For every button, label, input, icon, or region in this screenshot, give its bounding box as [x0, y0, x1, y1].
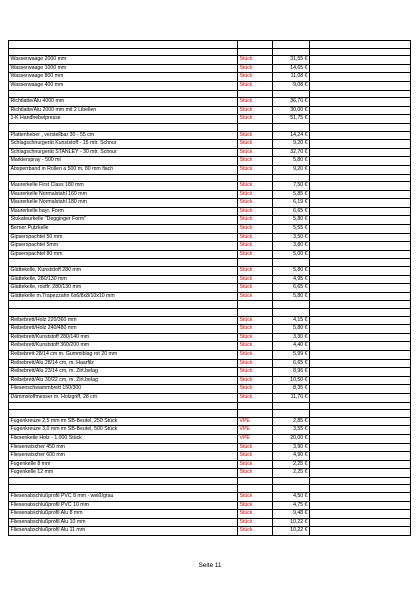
price-cell: 31,55 € — [273, 56, 310, 65]
unit-cell: Stück — [238, 140, 273, 149]
empty-cell — [310, 469, 411, 478]
item-name-cell — [9, 123, 238, 131]
unit-cell: Stück — [238, 199, 273, 208]
unit-cell: Stück — [238, 333, 273, 342]
price-cell: 30,00 € — [273, 106, 310, 115]
price-cell: 9,48 € — [273, 510, 310, 519]
item-name-cell: Fugenkreuze 3,0 mm im SB-Beutel, 500 Stück — [9, 426, 238, 435]
empty-cell — [310, 434, 411, 443]
unit-cell — [238, 41, 273, 49]
price-cell — [273, 41, 310, 49]
price-cell: 11,08 € — [273, 73, 310, 82]
item-name-cell — [9, 309, 238, 317]
unit-cell: Stück — [238, 106, 273, 115]
unit-cell: Stück — [238, 207, 273, 216]
price-cell: 14,24 € — [273, 131, 310, 140]
item-name-cell: Glättekelle m.Trapezzahn 6x6/8x8/10x10 mm — [9, 292, 238, 301]
unit-cell: Stück — [238, 81, 273, 90]
empty-cell — [310, 385, 411, 394]
price-cell: 5,80 € — [273, 157, 310, 166]
price-cell: 7,50 € — [273, 182, 310, 191]
table-row — [9, 434, 411, 443]
item-name-cell: Gipserspachtel 50 mm — [9, 233, 238, 242]
price-cell — [273, 123, 310, 131]
unit-cell: Stück — [238, 98, 273, 107]
empty-cell — [310, 259, 411, 267]
unit-cell: Stück — [238, 501, 273, 510]
empty-cell — [310, 64, 411, 73]
unit-cell: Stück — [238, 359, 273, 368]
unit-cell: Stück — [238, 350, 273, 359]
item-name-cell: Stukateurkelle "Degginger Form" — [9, 216, 238, 225]
table-row — [9, 259, 411, 267]
item-name-cell: Fliesenwischer 450 mm — [9, 443, 238, 452]
table-row — [9, 485, 411, 493]
item-name-cell — [9, 410, 238, 418]
page-number: Seite 11 — [198, 562, 222, 569]
empty-cell — [310, 359, 411, 368]
item-name-cell: Fliesenschwammbrett 150/300 — [9, 385, 238, 394]
table-row — [9, 165, 411, 174]
price-cell — [273, 90, 310, 98]
price-cell: 5,99 € — [273, 350, 310, 359]
price-cell: 14,65 € — [273, 64, 310, 73]
item-name-cell: Fliesenabschlußprofil Alu 10 mm — [9, 518, 238, 527]
table-row — [9, 131, 411, 140]
unit-cell: Stück — [238, 385, 273, 394]
price-cell: 5,85 € — [273, 190, 310, 199]
unit-cell — [238, 174, 273, 182]
item-name-cell: Fliesenabschlußprofil PVC 10 mm — [9, 501, 238, 510]
unit-cell — [238, 301, 273, 309]
empty-cell — [310, 131, 411, 140]
table-row — [9, 518, 411, 527]
price-cell — [273, 259, 310, 267]
table-row — [9, 292, 411, 301]
price-cell: 3,90 € — [273, 443, 310, 452]
unit-cell: Stück — [238, 225, 273, 234]
item-name-cell: Fliesenabschlußprofil PVC 8 mm - weiß/grau — [9, 493, 238, 502]
table-row — [9, 316, 411, 325]
item-name-cell — [9, 174, 238, 182]
item-name-cell: Wasserwaage 1000 mm — [9, 64, 238, 73]
empty-cell — [310, 309, 411, 317]
table-row — [9, 527, 411, 536]
unit-cell — [238, 48, 273, 56]
item-name-cell — [9, 402, 238, 410]
unit-cell: Stück — [238, 182, 273, 191]
item-name-cell: Maurerkelle Normalstahl 180 mm — [9, 199, 238, 208]
price-list-body — [9, 41, 411, 536]
table-row — [9, 182, 411, 191]
item-name-cell: Reibebrett/Alu 28/14 cm, m. Haarfilz — [9, 359, 238, 368]
empty-cell — [310, 250, 411, 259]
empty-cell — [310, 460, 411, 469]
price-cell: 8,96 € — [273, 368, 310, 377]
unit-cell: Stück — [238, 325, 273, 334]
price-list-table — [8, 40, 411, 536]
unit-cell: Stück — [238, 148, 273, 157]
empty-cell — [310, 443, 411, 452]
table-row — [9, 359, 411, 368]
item-name-cell: Reibebrett/Alu 30/22 cm, m. Zirt.belag — [9, 376, 238, 385]
empty-cell — [310, 376, 411, 385]
item-name-cell: Reibebrett 28/14 cm m. Gummiblag rot 20 mm — [9, 350, 238, 359]
item-name-cell: Wasserwaage 2000 mm — [9, 56, 238, 65]
unit-cell: Stück — [238, 452, 273, 461]
price-cell — [273, 477, 310, 485]
empty-cell — [310, 493, 411, 502]
price-cell: 51,75 € — [273, 115, 310, 124]
unit-cell: Stück — [238, 131, 273, 140]
empty-cell — [310, 267, 411, 276]
price-cell — [273, 485, 310, 493]
table-row — [9, 333, 411, 342]
table-row — [9, 376, 411, 385]
item-name-cell: Fliesenkeile Holz - 1.000 Stück — [9, 434, 238, 443]
item-name-cell: Schlagschnurgerät Kunststoff - 15 mtr. Schnur — [9, 140, 238, 149]
empty-cell — [310, 106, 411, 115]
table-row — [9, 73, 411, 82]
empty-cell — [310, 368, 411, 377]
item-name-cell: Reibebrett/Kunststoff 280/140 mm — [9, 333, 238, 342]
price-cell: 4,75 € — [273, 501, 310, 510]
price-cell: 36,70 € — [273, 98, 310, 107]
empty-cell — [310, 527, 411, 536]
table-row — [9, 309, 411, 317]
item-name-cell: Wasserwaage 800 mm — [9, 73, 238, 82]
price-cell — [273, 301, 310, 309]
empty-cell — [310, 501, 411, 510]
item-name-cell — [9, 485, 238, 493]
unit-cell: Stück — [238, 316, 273, 325]
price-cell — [273, 402, 310, 410]
price-cell: 5,80 € — [273, 216, 310, 225]
unit-cell — [238, 309, 273, 317]
table-row — [9, 510, 411, 519]
unit-cell: Stück — [238, 157, 273, 166]
price-cell: 3,50 € — [273, 233, 310, 242]
empty-cell — [310, 284, 411, 293]
item-name-cell: Fugenkelle 12 mm — [9, 469, 238, 478]
item-name-cell — [9, 90, 238, 98]
unit-cell — [238, 259, 273, 267]
unit-cell: Stück — [238, 73, 273, 82]
empty-cell — [310, 81, 411, 90]
unit-cell: Stück — [238, 190, 273, 199]
empty-cell — [310, 56, 411, 65]
unit-cell: Stück — [238, 518, 273, 527]
item-name-cell: Plattenheber , verstellbar 30 - 55 cm — [9, 131, 238, 140]
empty-cell — [310, 410, 411, 418]
item-name-cell: Markierspray - 500 ml — [9, 157, 238, 166]
table-row — [9, 41, 411, 49]
empty-cell — [310, 292, 411, 301]
item-name-cell: Berner Putzkelle — [9, 225, 238, 234]
table-row — [9, 90, 411, 98]
unit-cell: Stück — [238, 493, 273, 502]
price-cell: 2,25 € — [273, 469, 310, 478]
empty-cell — [310, 48, 411, 56]
item-name-cell: Maurerkelle bayr. Form — [9, 207, 238, 216]
empty-cell — [310, 216, 411, 225]
price-cell: 5,80 € — [273, 292, 310, 301]
item-name-cell: Reibebrett/Holz 220/360 mm — [9, 316, 238, 325]
unit-cell: Stück — [238, 368, 273, 377]
item-name-cell: Fugenkreuze 2,5 mm im SB-Beutel, 250 Stück — [9, 417, 238, 426]
item-name-cell — [9, 259, 238, 267]
item-name-cell: Gipserspachtel 80 mm — [9, 250, 238, 259]
table-row — [9, 216, 411, 225]
price-cell: 5,00 € — [273, 250, 310, 259]
price-cell: 5,80 € — [273, 325, 310, 334]
price-cell — [273, 48, 310, 56]
table-row — [9, 81, 411, 90]
item-name-cell: Maurerkelle First Class 180 mm — [9, 182, 238, 191]
empty-cell — [310, 115, 411, 124]
unit-cell: Stück — [238, 216, 273, 225]
table-row — [9, 452, 411, 461]
price-cell: 32,70 € — [273, 148, 310, 157]
table-row — [9, 469, 411, 478]
unit-cell: Stück — [238, 233, 273, 242]
price-cell: 11,70 € — [273, 393, 310, 402]
item-name-cell: Glättekelle, Kunststoff 280 mm — [9, 267, 238, 276]
table-row — [9, 402, 411, 410]
empty-cell — [310, 140, 411, 149]
unit-cell: Stück — [238, 242, 273, 251]
empty-cell — [310, 190, 411, 199]
price-cell: 6,65 € — [273, 207, 310, 216]
unit-cell — [238, 123, 273, 131]
table-row — [9, 199, 411, 208]
empty-cell — [310, 325, 411, 334]
unit-cell: Stück — [238, 527, 273, 536]
unit-cell: Stück — [238, 284, 273, 293]
empty-cell — [310, 199, 411, 208]
table-row — [9, 148, 411, 157]
unit-cell: VPE — [238, 434, 273, 443]
price-cell: 5,80 € — [273, 267, 310, 276]
table-row — [9, 284, 411, 293]
item-name-cell: Fliesenabschlußprofil Alu 11 mm — [9, 527, 238, 536]
table-row — [9, 48, 411, 56]
price-cell: 2,25 € — [273, 460, 310, 469]
empty-cell — [310, 165, 411, 174]
table-row — [9, 460, 411, 469]
item-name-cell: Dämmstoffmesser m. Holzgriff, 28 cm — [9, 393, 238, 402]
table-row — [9, 368, 411, 377]
item-name-cell: Glättekelle, 280/130 mm — [9, 275, 238, 284]
unit-cell: VPE — [238, 426, 273, 435]
unit-cell: Stück — [238, 393, 273, 402]
item-name-cell: Fliesenabschlußprofil Alu 8 mm — [9, 510, 238, 519]
unit-cell: VPE — [238, 417, 273, 426]
table-row — [9, 443, 411, 452]
price-cell: 10,22 € — [273, 527, 310, 536]
table-row — [9, 410, 411, 418]
table-row — [9, 301, 411, 309]
table-row — [9, 157, 411, 166]
empty-cell — [310, 301, 411, 309]
unit-cell — [238, 402, 273, 410]
price-cell: 9,20 € — [273, 165, 310, 174]
item-name-cell — [9, 48, 238, 56]
empty-cell — [310, 242, 411, 251]
price-cell: 8,35 € — [273, 385, 310, 394]
item-name-cell — [9, 301, 238, 309]
empty-cell — [310, 123, 411, 131]
empty-cell — [310, 225, 411, 234]
item-name-cell: Reibebrett/Alu 23/14 cm, m. Zirt.belag — [9, 368, 238, 377]
price-cell: 5,55 € — [273, 225, 310, 234]
table-row — [9, 123, 411, 131]
item-name-cell: Schlagschnurgerät STANLEY - 30 mtr. Schnur — [9, 148, 238, 157]
table-row — [9, 426, 411, 435]
price-cell: 4,95 € — [273, 275, 310, 284]
item-name-cell: Gipserspachtel 5mm — [9, 242, 238, 251]
empty-cell — [310, 316, 411, 325]
item-name-cell: Glättekelle, rostfr. 280/130 mm — [9, 284, 238, 293]
empty-cell — [310, 393, 411, 402]
unit-cell: Stück — [238, 250, 273, 259]
price-cell: 6,65 € — [273, 359, 310, 368]
empty-cell — [310, 452, 411, 461]
price-cell: 10,22 € — [273, 518, 310, 527]
price-cell: 9,20 € — [273, 140, 310, 149]
unit-cell: Stück — [238, 115, 273, 124]
empty-cell — [310, 342, 411, 351]
empty-cell — [310, 73, 411, 82]
empty-cell — [310, 417, 411, 426]
table-row — [9, 207, 411, 216]
table-row — [9, 325, 411, 334]
item-name-cell: Reibebrett/Holz 240/480 mm — [9, 325, 238, 334]
price-cell: 3,55 € — [273, 426, 310, 435]
price-cell: 9,08 € — [273, 81, 310, 90]
empty-cell — [310, 98, 411, 107]
price-cell: 4,90 € — [273, 452, 310, 461]
item-name-cell: Fugenkelle 8 mm — [9, 460, 238, 469]
empty-cell — [310, 182, 411, 191]
table-row — [9, 225, 411, 234]
price-cell — [273, 410, 310, 418]
empty-cell — [310, 350, 411, 359]
empty-cell — [310, 275, 411, 284]
table-row — [9, 342, 411, 351]
item-name-cell: Wasserwaage 400 mm — [9, 81, 238, 90]
price-cell: 3,30 € — [273, 333, 310, 342]
table-row — [9, 350, 411, 359]
unit-cell: Stück — [238, 460, 273, 469]
price-cell — [273, 174, 310, 182]
price-cell: 6,19 € — [273, 199, 310, 208]
empty-cell — [310, 510, 411, 519]
unit-cell: Stück — [238, 443, 273, 452]
price-cell: 6,65 € — [273, 284, 310, 293]
empty-cell — [310, 41, 411, 49]
table-row — [9, 385, 411, 394]
price-cell: 4,15 € — [273, 316, 310, 325]
table-row — [9, 140, 411, 149]
price-cell: 3,80 € — [273, 242, 310, 251]
price-cell: 10,50 € — [273, 376, 310, 385]
unit-cell: Stück — [238, 165, 273, 174]
item-name-cell: Absperrband in Rollen a 500 m, 80 mm flach — [9, 165, 238, 174]
price-cell: 2,85 € — [273, 417, 310, 426]
table-row — [9, 267, 411, 276]
empty-cell — [310, 174, 411, 182]
item-name-cell — [9, 477, 238, 485]
empty-cell — [310, 233, 411, 242]
item-name-cell: Maurerkelle Normalstahl 160 mm — [9, 190, 238, 199]
unit-cell — [238, 485, 273, 493]
table-row — [9, 501, 411, 510]
table-row — [9, 64, 411, 73]
price-cell: 20,00 € — [273, 434, 310, 443]
table-row — [9, 98, 411, 107]
table-row — [9, 393, 411, 402]
empty-cell — [310, 426, 411, 435]
price-cell — [273, 309, 310, 317]
unit-cell: Stück — [238, 510, 273, 519]
unit-cell: Stück — [238, 275, 273, 284]
unit-cell — [238, 410, 273, 418]
table-row — [9, 417, 411, 426]
unit-cell — [238, 477, 273, 485]
price-cell: 4,40 € — [273, 342, 310, 351]
unit-cell: Stück — [238, 64, 273, 73]
empty-cell — [310, 485, 411, 493]
price-cell: 4,50 € — [273, 493, 310, 502]
empty-cell — [310, 157, 411, 166]
item-name-cell: Reibebrett/Kunststoff 360/200 mm — [9, 342, 238, 351]
item-name-cell: Richtlatte/Alu 4000 mm — [9, 98, 238, 107]
table-row — [9, 233, 411, 242]
table-row — [9, 493, 411, 502]
unit-cell: Stück — [238, 376, 273, 385]
table-row — [9, 242, 411, 251]
unit-cell: Stück — [238, 292, 273, 301]
item-name-cell: 1-K Handhebelpresse — [9, 115, 238, 124]
table-row — [9, 106, 411, 115]
empty-cell — [310, 333, 411, 342]
empty-cell — [310, 402, 411, 410]
unit-cell: Stück — [238, 469, 273, 478]
item-name-cell: Richtlatte/Alu 2000 mm mit 2 Libellen — [9, 106, 238, 115]
unit-cell: Stück — [238, 56, 273, 65]
table-row — [9, 275, 411, 284]
table-row — [9, 56, 411, 65]
empty-cell — [310, 477, 411, 485]
table-row — [9, 250, 411, 259]
unit-cell: Stück — [238, 342, 273, 351]
empty-cell — [310, 518, 411, 527]
unit-cell — [238, 90, 273, 98]
item-name-cell — [9, 41, 238, 49]
empty-cell — [310, 207, 411, 216]
table-row — [9, 477, 411, 485]
item-name-cell: Fliesenwischer 600 mm — [9, 452, 238, 461]
empty-cell — [310, 148, 411, 157]
table-row — [9, 190, 411, 199]
empty-cell — [310, 90, 411, 98]
table-row — [9, 174, 411, 182]
table-row — [9, 115, 411, 124]
unit-cell: Stück — [238, 267, 273, 276]
